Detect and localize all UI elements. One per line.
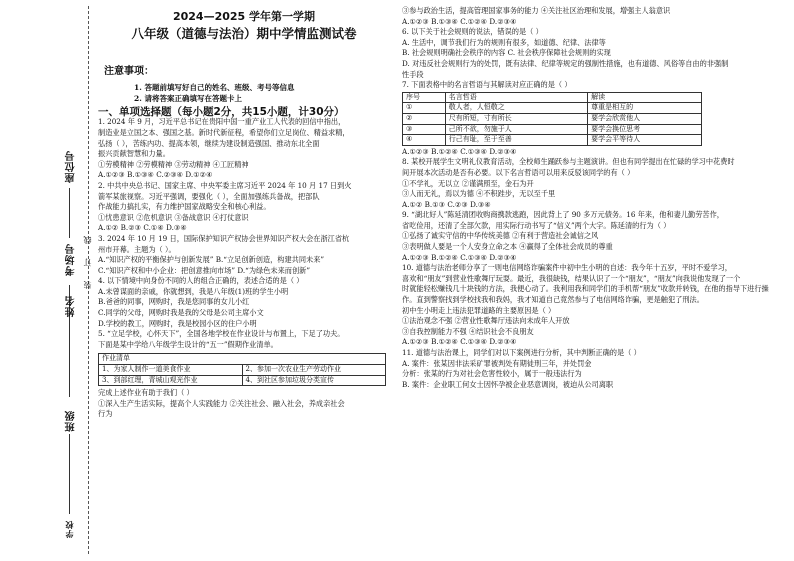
text-line: A. 案件：张某因非法采矿罪被判处有期徒刑三年，并处罚金 — [402, 358, 592, 368]
text-line: B. 社会规则明确社会秩序的内容 C. 社会秩序保障社会规则的实现 — [402, 48, 611, 58]
notice-heading: 注意事项： — [104, 66, 154, 78]
text-line: ①忧患意识 ②危机意识 ③备战意识 ④打仗意识 — [98, 212, 249, 222]
text-line: 7. 下面表格中的名言哲语与其解读对应正确的是（ ） — [402, 80, 572, 90]
proverb-cell: 己所不欲，勿施于人 — [445, 124, 587, 135]
text-line: 下面是某中学给八年级学生设计的“五一”假期作业清单。 — [98, 339, 278, 349]
proverb-cell: 行己有耻，至于至善 — [445, 135, 587, 146]
proverb-cell: ④ — [403, 135, 446, 146]
text-line: ①不学礼，无以立 ②谨满照至，金石为开 — [402, 178, 534, 188]
proverb-cell: 要学会平等待人 — [588, 135, 702, 146]
text-line: A.“知识产权的平衡保护与创新发展” B.“立足创新创造，构建共同未来” — [98, 255, 325, 265]
text-line: 10. 道德与法治老师分享了一则电信网络诈骗案件中初中生小明的自述：我今年十五岁，平时不爱学习， — [402, 263, 732, 273]
proverb-header: 序号 — [403, 92, 446, 103]
text-line: C.同学的父母，网购时我是我的父母是公司主席小文 — [98, 308, 264, 318]
text-line: ①深入生产生活实际，提高个人实践能力 ②关注社会、融入社会，养成亲社会 — [98, 398, 345, 408]
cut-line-label: 装 订 线 — [83, 230, 92, 290]
text-line: 11. 道德与法治课上，同学们对以下案例进行分析，其中判断正确的是（ ） — [402, 348, 641, 357]
homework-cell: 1、为家人制作一道美食作业 — [99, 365, 243, 376]
name-field[interactable] — [69, 322, 70, 397]
text-line: ①劳模精神 ②劳模精神 ③劳动精神 ④工匠精神 — [98, 159, 249, 169]
proverb-header: 解读 — [588, 92, 702, 103]
left-column — [98, 6, 390, 420]
text-line: D.学校的教工，网购时，我是校园小区的住户小明 — [98, 318, 257, 328]
section-heading: 一、单项选择题（每小题2分，共15小题，计30分） — [98, 105, 345, 118]
question-text-block — [98, 388, 390, 420]
exam-title: 八年级（道德与法治）期中学情监测试卷 — [131, 25, 357, 41]
text-line: ①弘扬了诚实守信的中华传统美德 ②有利于营造社会诚信之风 — [402, 231, 599, 241]
notice-item: 1. 答题前填写好自己的姓名、班级、考号等信息 — [134, 82, 295, 92]
text-line: 间开展本次活动是否有必要。以下名言哲语可以用来反驳该同学的有（ ） — [402, 167, 635, 177]
text-line: C.“知识产权和中小企业：把创意推向市场” D.“为绿色未来而创新” — [98, 265, 310, 275]
text-line: B.爸爸的同事，网购时，我是您同事的女儿小红 — [98, 297, 250, 307]
text-line: ③表明做人要是一个人安身立命之本 ④赢得了全体社会成员的尊重 — [402, 242, 613, 252]
text-line: 制造业是立国之本、强国之基。新时代新征程，希望你们立足岗位、精益求精， — [98, 127, 350, 137]
text-line: 4. 以下情境中向身份不同的人的组合正确的，表述合适的是（ ） — [98, 276, 304, 286]
homework-table — [98, 353, 386, 386]
text-line: 初中生小明走上违法犯罪道路的主要原因是（ ） — [402, 305, 556, 315]
text-line: A.①②③ B.①③④ C.①②④ D.②③④ — [402, 16, 517, 26]
right-column — [402, 6, 788, 390]
text-line: A.①②③ B.①②④ C.①③④ D.②③④ — [402, 337, 517, 347]
question-text-block — [98, 117, 390, 350]
text-line: 2. 中共中央总书记、国家主席、中央军委主席习近平 2024 年 10 月 17 日到火 — [98, 180, 352, 190]
text-line: 弘扬（ ），苦练内功、提高本领，继续为建设制造强国、推动东北全面 — [98, 138, 320, 148]
proverb-cell: ① — [403, 103, 446, 114]
text-line: 行为 — [98, 409, 113, 419]
notice-item: 2. 请将答案正确填写在答题卡上 — [134, 93, 242, 103]
name-label: 姓名 — [66, 295, 77, 317]
proverb-cell: 要学会欣赏他人 — [588, 113, 702, 124]
text-line: 完成上述作业有助于我们（ ） — [98, 388, 194, 398]
homework-title: 作业清单 — [99, 354, 386, 365]
text-line: 分析：张某的行为对社会危害性较小，属于一般违法行为 — [402, 369, 582, 379]
binding-margin — [0, 0, 98, 561]
homework-cell: 4、到社区参加垃圾分类宣传 — [242, 375, 386, 386]
text-line: 5. “立足学校，心怀天下”，全国各地学校在作业设计与布置上，下足了功夫。 — [98, 329, 345, 339]
text-line: 振兴贡献智慧和力量。 — [98, 149, 170, 159]
text-line: A.未曾谋面的亲戚，你就想到，我是八年级(1)班的学生小明 — [98, 286, 289, 296]
text-line: 性手段 — [402, 69, 424, 79]
proverb-cell: 尊重是相互的 — [588, 103, 702, 114]
text-line: ①法治观念不强 ②营业性歌舞厅违法向未成年人开放 — [402, 316, 570, 326]
seat-no-field[interactable] — [69, 188, 70, 238]
proverb-cell: 尺有所短，寸有所长 — [445, 113, 587, 124]
proverb-table — [402, 92, 702, 146]
text-line: A.①② B.②③ C.①④ D.③④ — [98, 223, 187, 233]
question-text-block — [402, 6, 788, 91]
text-line: 6. 以下关于社会规则的说法，错误的是（ ） — [402, 27, 543, 37]
school-year: 2024—2025 学年第一学期 — [172, 10, 316, 23]
homework-cell: 3、到部红理，青城山观光作业 — [99, 375, 243, 386]
text-line: A.①②③ B.①③④ C.②③④ D.①②④ — [98, 170, 213, 180]
text-line: D. 对违反社会规则行为的处罚，既有法律、纪律等规定的强制性措施，也有道德、风俗等自由的非强制 — [402, 58, 729, 68]
text-line: 9. “湖北好人”陈延清团收购商携款逃跑，因此背上了 90 多万元债务。16 年来，他和妻儿勤劳苦作， — [402, 210, 724, 220]
seat-no-label: 座位号 — [66, 150, 77, 183]
text-line: 3. 2024 年 10 月 19 日，国际保护知识产权协会世界知识产权大会在浙江省杭 — [98, 233, 350, 243]
school-label: 学校 — [65, 520, 74, 538]
proverb-cell: 敬人者，人恒敬之 — [445, 103, 587, 114]
text-line: A. 生活中，调节我们行为的规则有很多，如道德、纪律、法律等 — [402, 37, 606, 47]
text-line: ③自我控制能力不强 ④结识社会不良朋友 — [402, 326, 534, 336]
text-line: 作。直到警察找到学校找我和我妈，我才知道自己竟然参与了电信网络诈骗，更是触犯了刑法。 — [402, 295, 704, 305]
proverb-header: 名言哲语 — [445, 92, 587, 103]
text-line: 时就能轻松赚钱几十块钱的方法，我便心动了。我利用我和同学们的手机帮“朋友”收款并转钱，在他的指导下进行操 — [402, 284, 769, 294]
text-line: ③参与政治生活，提高管理国家事务的能力 ④关注社区治理和发展，增强主人翁意识 — [402, 6, 671, 15]
text-line: 箭军某旅视察。习近平强调，要强化（ ），全面加强练兵备战，把部队 — [98, 191, 320, 201]
text-line: B. 案件：企业职工何女士因怀孕被企业恶意调岗，被迫从公司离职 — [402, 379, 614, 389]
homework-cell: 2、参加一次农业生产劳动作业 — [242, 365, 386, 376]
text-line: 州市开幕。主题为（ ）。 — [98, 244, 176, 254]
exam-no-label: 考场号 — [66, 243, 77, 276]
question-text-block — [402, 147, 788, 391]
proverb-cell: 要学会换位思考 — [588, 124, 702, 135]
notice-list — [134, 82, 390, 104]
text-line: 省吃俭用，还清了全部欠款，用实际行动书写了“信义”两个大字。陈延清的行为（ ） — [402, 220, 671, 230]
text-line: 1. 2024 年 9 月，习近平总书记在贵阳中国一重产业工人代表的回信中指出， — [98, 117, 346, 127]
text-line: ③人而无礼，焉以为德 ④不积跬步，无以至千里 — [402, 189, 556, 199]
text-line: 喜欢和“朋友”到营业性歌舞厅玩耍。最近，我很缺钱，结果认识了一个“朋友”，“朋友”向我说他发现了一个 — [402, 273, 741, 283]
text-line: A.①②③ B.①②④ C.①③④ D.②③④ — [402, 252, 517, 262]
text-line: 8. 某校开展学生文明礼仪教育活动，全校师生踊跃参与主题演讲。但也有同学提出在忙碌的学习中花费时 — [402, 157, 735, 167]
proverb-cell: ③ — [403, 124, 446, 135]
text-line: A.①②③ B.①②④ C.①③④ D.②③④ — [402, 146, 517, 156]
class-label: 班级 — [66, 410, 77, 432]
class-field[interactable] — [69, 434, 70, 514]
text-line: A.①② B.①③ C.②③ D.③④ — [402, 199, 491, 209]
proverb-cell: ② — [403, 113, 446, 124]
text-line: 作战能力搞扎实，有力维护国家战略安全和核心利益。 — [98, 202, 271, 212]
